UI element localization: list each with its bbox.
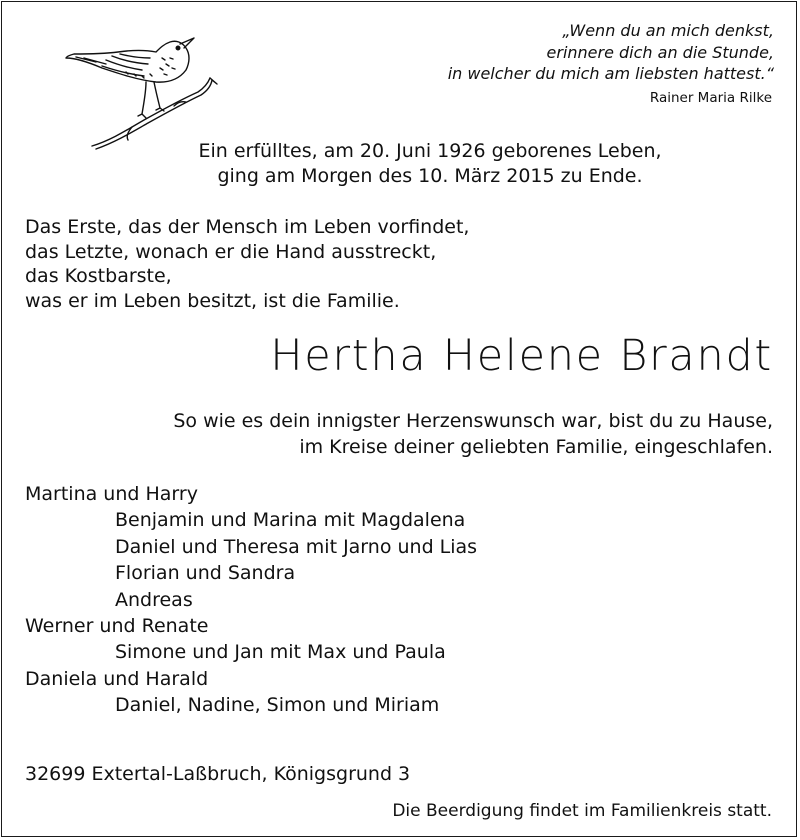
poem-line: was er im Leben besitzt, ist die Familie. [25, 289, 400, 312]
family-member-grandchild: Benjamin und Marina mit Magdalena [115, 509, 466, 532]
family-member-grandchild: Daniel, Nadine, Simon und Miriam [115, 694, 440, 717]
mourning-address: 32699 Extertal-Laßbruch, Königsgrund 3 [25, 763, 411, 785]
mourning-text [173, 408, 773, 460]
life-line: Ein erfülltes, am 20. Juni 1926 geborenes Leben, [198, 140, 662, 162]
family-list [25, 481, 477, 719]
family-poem [25, 215, 469, 313]
quote-line: erinnere dich an die Stunde, [546, 42, 774, 62]
life-line: ging am Morgen des 10. März 2015 zu Ende. [217, 165, 643, 187]
rilke-quote [354, 20, 774, 85]
poem-line: das Kostbarste, [25, 265, 172, 287]
poem-line: Das Erste, das der Mensch im Leben vorfindet, [25, 216, 470, 238]
family-member-couple: Martina und Harry [25, 483, 198, 505]
quote-line: in welcher du mich am liebsten hattest.“ [447, 64, 774, 83]
poem-line: das Letzte, wonach er die Hand ausstreckt, [25, 240, 437, 263]
mourning-line: So wie es dein innigster Herzenswunsch war, bist du zu Hause, [173, 410, 773, 432]
quote-author: Rainer Maria Rilke [649, 90, 772, 106]
family-member-grandchild: Andreas [115, 588, 193, 611]
family-member-couple: Daniela und Harald [25, 667, 209, 690]
life-dates-text [140, 139, 720, 189]
mourning-line: im Kreise deiner geliebten Familie, eingeschlafen. [299, 436, 773, 458]
family-member-grandchild: Florian und Sandra [115, 562, 296, 585]
family-member-grandchild: Simone und Jan mit Max und Paula [115, 641, 446, 664]
funeral-note: Die Beerdigung findet im Familienkreis statt. [392, 801, 772, 821]
family-member-couple: Werner und Renate [25, 614, 209, 637]
family-member-grandchild: Daniel und Theresa mit Jarno und Lias [115, 535, 478, 558]
deceased-name: Hertha Helene Brandt [270, 331, 773, 381]
quote-line: „Wenn du an mich denkst, [562, 21, 774, 40]
